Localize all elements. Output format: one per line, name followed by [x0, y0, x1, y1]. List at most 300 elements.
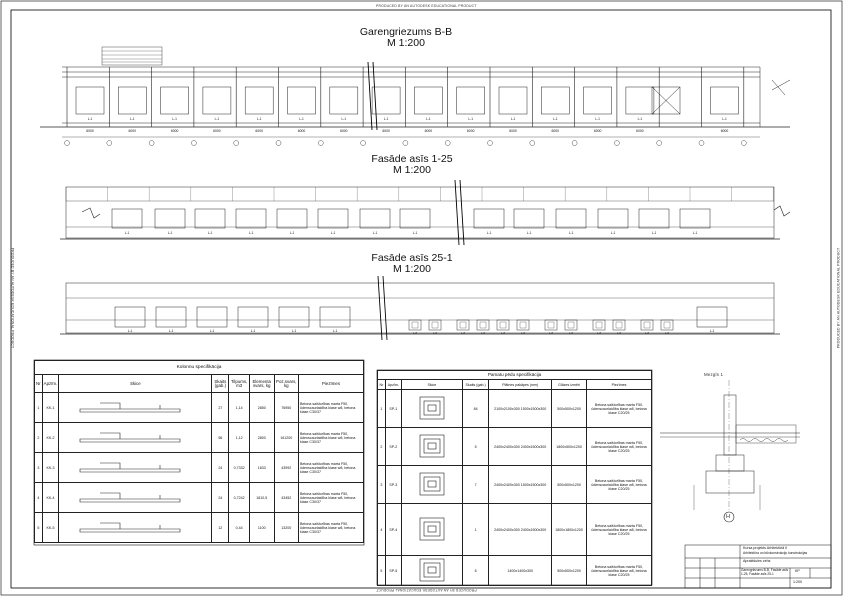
table-cell: 1833	[249, 453, 274, 483]
bb-window	[245, 87, 273, 114]
bb-dimension: 6000	[86, 129, 94, 133]
facade2-door	[545, 320, 557, 330]
facade2-window-label: L-1	[209, 329, 215, 333]
foundation-table-heading: Glāzes izmēri	[552, 380, 587, 390]
bb-dimension: 6000	[297, 129, 306, 133]
facade2-door-label: L-0	[480, 331, 486, 335]
facade1-window	[360, 209, 390, 228]
facade1-window-label: L-1	[372, 231, 378, 235]
column-table-heading: Elementa svars, kg	[249, 375, 274, 393]
table-cell: Betona saišturības marta F50, ūdenscaurlaidība klase w8, betona klase C30/37	[299, 423, 364, 453]
table-cell: Betona saišturības marta F50, ūdenscaurlaidība klase w8, betona klase C30/37	[299, 393, 364, 423]
bb-window	[76, 87, 104, 114]
table-cell: 2	[35, 423, 43, 453]
facade1-window-label: L-1	[124, 231, 130, 235]
foundation-sketch-step	[420, 473, 444, 495]
bb-window	[626, 87, 654, 114]
foundation-table-heading: Nr	[378, 380, 386, 390]
facade2-door-glass	[596, 322, 602, 328]
title-block-line3: Apraktšules cehs	[743, 559, 771, 563]
foundation-sketch-step	[420, 559, 444, 581]
facade2-door-glass	[616, 322, 622, 328]
facade2-door-label: L-0	[616, 331, 622, 335]
legend-note-box	[102, 47, 162, 65]
column-table-heading: Skice	[59, 375, 212, 393]
facade1-window-label: L-1	[289, 231, 295, 235]
foundation-sketch-step	[420, 435, 444, 457]
bb-window-label: L-1	[256, 117, 262, 121]
table-cell: 76950	[274, 393, 298, 423]
facade1-window	[680, 209, 710, 228]
table-cell: 24	[212, 483, 229, 513]
bb-window	[499, 87, 527, 114]
bb-dimension: 6000	[636, 129, 644, 133]
facade1-window-label: L-1	[248, 231, 254, 235]
facade-25-1-name: Fasāde asīs 25-1	[371, 252, 453, 264]
facade2-door	[661, 320, 673, 330]
bb-window-label: L-1	[722, 117, 727, 121]
column-table-body	[35, 393, 364, 543]
table-row	[378, 428, 652, 466]
table-cell: 84	[462, 390, 488, 428]
foundation-table-heading: Skice	[401, 380, 462, 390]
table-cell: Betona saišturības marta F50, ūdenscaurlaidība klase w8, betona klase C20/25	[587, 390, 652, 428]
facade2-door-glass	[460, 322, 466, 328]
foundation-table-body	[378, 390, 652, 586]
table-cell: 6	[462, 556, 488, 586]
foundation-sketch-step	[428, 567, 436, 573]
column-sketch	[70, 427, 200, 447]
bb-window	[161, 87, 189, 114]
table-cell: 1800x500x1200	[552, 428, 587, 466]
facade2-door-label: L-0	[460, 331, 466, 335]
facade-25-1-scale: M 1:200	[393, 263, 431, 275]
title-block-scale: 1:200	[793, 580, 802, 584]
column-sketch-outline	[80, 403, 180, 412]
foundation-sketch-step	[420, 518, 444, 540]
column-table-header	[35, 375, 364, 393]
title-block-stage: KP	[795, 569, 800, 573]
table-cell: 1100	[249, 513, 274, 543]
bb-axis-marker	[488, 141, 493, 146]
facade2-window-label: L-1	[127, 329, 133, 333]
bb-axis-marker	[234, 141, 239, 146]
table-cell: 3	[35, 453, 43, 483]
facade2-door-glass	[412, 322, 418, 328]
foundation-sketch	[418, 557, 446, 583]
table-row	[35, 423, 364, 453]
facade2-door-glass	[432, 322, 438, 328]
column-table-heading: Apzīm.	[42, 375, 59, 393]
bb-dimension: 6000	[213, 129, 221, 133]
bb-axis-marker	[403, 141, 408, 146]
table-cell: 43992	[274, 453, 298, 483]
table-cell: 1,14	[229, 393, 250, 423]
bb-axis-marker	[361, 141, 366, 146]
table-cell: 1810,5	[249, 483, 274, 513]
facade-1-25-title	[332, 154, 492, 176]
table-cell: 1	[462, 504, 488, 556]
table-cell: 500x500x1200	[552, 466, 587, 504]
bb-window	[711, 87, 739, 114]
facade2-door-label: L-0	[644, 331, 650, 335]
bb-dimension: 6000	[720, 129, 729, 133]
facade2-window	[115, 307, 145, 327]
bb-dimension: 6000	[128, 129, 137, 133]
facade2-door	[409, 320, 421, 330]
facade2-door-label: L-0	[520, 331, 526, 335]
detail-axis-label: H	[726, 514, 731, 520]
column-sketch-cell	[59, 513, 212, 543]
bb-dimension: 6000	[382, 129, 390, 133]
facade2-window-label: L-1	[250, 329, 256, 333]
table-cell: KK-5	[42, 513, 59, 543]
table-cell: 43452	[274, 483, 298, 513]
facade1-window-label: L-1	[526, 231, 532, 235]
facade1-window	[514, 209, 544, 228]
bb-axis-marker	[572, 141, 577, 146]
table-row	[35, 513, 364, 543]
facade1-window-label: L-1	[330, 231, 336, 235]
bb-dimension: 6000	[466, 129, 475, 133]
bb-axis-marker	[276, 141, 281, 146]
stamp-bottom: PRODUCED BY AN AUTODESK EDUCATIONAL PRODUCT	[376, 588, 477, 592]
foundation-sketch-step	[428, 481, 436, 487]
table-cell: 1	[378, 390, 386, 428]
bb-window-label: L-1	[172, 117, 177, 121]
bb-window	[330, 87, 358, 114]
table-row	[35, 453, 364, 483]
table-cell: 500x500x1200	[552, 390, 587, 428]
title-block-sheet-desc: Garengriezums B-B, Fasāde asīs 1-25, Fasāde asīs 25-1	[741, 568, 789, 576]
table-cell: 5	[378, 556, 386, 586]
facade2-door-glass	[480, 322, 486, 328]
column-sketch-outline	[80, 463, 180, 472]
table-cell: 27	[212, 393, 229, 423]
table-cell: SP-4	[385, 504, 401, 556]
foundation-sketch-cell	[401, 428, 462, 466]
foundation-sketch	[418, 395, 446, 421]
bb-axis-marker	[741, 141, 746, 146]
facade1-window-label: L-1	[651, 231, 657, 235]
facade1-window-label: L-1	[692, 231, 698, 235]
stamp-top: PRODUCED BY AN AUTODESK EDUCATIONAL PRODUCT	[376, 4, 477, 8]
bb-window-label: L-1	[595, 117, 600, 121]
bb-window-label: L-1	[510, 117, 516, 121]
foundation-sketch-step	[424, 563, 440, 577]
bb-window-label: L-1	[341, 117, 347, 121]
foundation-sketch-step	[424, 401, 440, 415]
table-cell: Betona saišturības marta F50, ūdenscaurlaidība klase w8, betona klase C30/37	[299, 483, 364, 513]
foundation-sketch-step	[420, 397, 444, 419]
table-cell: SP-3	[385, 466, 401, 504]
foundation-sketch-step	[428, 526, 436, 532]
facade2-door	[593, 320, 605, 330]
table-cell: 0,44	[229, 513, 250, 543]
facade2-door	[497, 320, 509, 330]
facade2-window	[197, 307, 227, 327]
foundation-sketch	[418, 433, 446, 459]
bb-axis-marker	[318, 141, 323, 146]
table-cell: 4	[35, 483, 43, 513]
table-cell: 161200	[274, 423, 298, 453]
bb-window-label: L-1	[637, 117, 643, 121]
bb-axis-marker	[445, 141, 450, 146]
facade1-window-label: L-1	[568, 231, 574, 235]
foundation-sketch-step	[424, 477, 440, 491]
table-cell: 1	[35, 393, 43, 423]
table-cell: 2	[378, 428, 386, 466]
title-block	[685, 545, 831, 588]
table-cell: 2400x2400x300 2400x1500x300	[489, 428, 552, 466]
table-row	[35, 483, 364, 513]
column-sketch	[70, 517, 200, 537]
table-cell: 2400x2400x300 2400x1500x300	[489, 504, 552, 556]
table-cell: 1400x1400x300	[489, 556, 552, 586]
title-block-line2: Arhitektūra un būvkonstrukciju konstrukcijas	[743, 551, 808, 555]
table-cell: SP-5	[385, 556, 401, 586]
foundation-sketch-cell	[401, 504, 462, 556]
table-cell: 0,7332	[229, 453, 250, 483]
column-sketch	[70, 457, 200, 477]
table-cell: 2400x2400x300 1500x1500x300	[489, 466, 552, 504]
table-cell: Betona saišturības marta F50, ūdenscaurlaidība klase w8, betona klase C20/25	[587, 428, 652, 466]
section-bb-name: Garengriezums B-B	[359, 26, 453, 38]
table-cell: 4	[378, 504, 386, 556]
column-spec-table	[34, 360, 364, 543]
foundation-table-title: Pamatu pēdu specifikācija	[378, 371, 652, 380]
section-bb-title	[326, 27, 486, 49]
bb-axis-marker	[657, 141, 662, 146]
facade1-window	[155, 209, 185, 228]
facade1-window	[236, 209, 266, 228]
foundation-sketch-cell	[401, 466, 462, 504]
facade2-window-label: L-1	[332, 329, 338, 333]
facade2-door	[641, 320, 653, 330]
column-sketch-cell	[59, 453, 212, 483]
facade2-door-label: L-0	[596, 331, 602, 335]
facade1-window	[318, 209, 348, 228]
section-bb	[40, 47, 790, 137]
table-cell: Betona saišturības marta F50, ūdenscaurlaidība klase w8, betona klase C20/25	[587, 504, 652, 556]
table-cell: 1,12	[229, 423, 250, 453]
bb-window-label: L-1	[383, 117, 389, 121]
facade2-door-label: L-0	[548, 331, 554, 335]
table-cell: 7	[462, 466, 488, 504]
foundation-table-heading: Skaits (gab.)	[462, 380, 488, 390]
table-cell: Betona saišturības marta F50, ūdenscaurlaidība klase w8, betona klase C20/25	[587, 556, 652, 586]
table-cell: 500x500x1200	[552, 556, 587, 586]
bb-axis-marker	[107, 141, 112, 146]
facade1-window	[556, 209, 586, 228]
facade1-window	[277, 209, 307, 228]
bb-axis-marker	[530, 141, 535, 146]
facade2-window-label: L-1	[168, 329, 174, 333]
bb-window-label: L-1	[552, 117, 558, 121]
facade1-window	[598, 209, 628, 228]
table-cell: KK-2	[42, 423, 59, 453]
foundation-sketch-step	[424, 522, 440, 536]
facade2-door	[565, 320, 577, 330]
table-cell: KK-4	[42, 483, 59, 513]
column-table-heading: Piezīmes	[299, 375, 364, 393]
bb-window-label: L-1	[214, 117, 220, 121]
facade-25-1-title	[332, 253, 492, 275]
facade1-window	[195, 209, 225, 228]
column-sketch	[70, 397, 200, 417]
foundation-table-heading: Piezīmes	[587, 380, 652, 390]
bb-window	[457, 87, 485, 114]
facade2-door-label: L-0	[432, 331, 438, 335]
bb-dimension: 6000	[340, 129, 348, 133]
column-sketch-outline	[80, 433, 180, 442]
bb-window	[118, 87, 146, 114]
facade-1-25-name: Fasāde asīs 1-25	[371, 153, 453, 165]
column-table-heading: Poz.svars, kg	[274, 375, 298, 393]
bb-window	[584, 87, 612, 114]
detail-node-label: Mezgls 1	[704, 372, 724, 377]
facade1-window	[639, 209, 669, 228]
table-row	[378, 504, 652, 556]
foundation-sketch-step	[428, 443, 436, 449]
section-bb-scale: M 1:200	[387, 37, 425, 49]
bb-window	[203, 87, 231, 114]
facade2-door	[517, 320, 529, 330]
facade2-door-label: L-0	[664, 331, 670, 335]
table-cell: 13200	[274, 513, 298, 543]
table-cell: 0,7242	[229, 483, 250, 513]
stamp-left: PRODUCED BY AN AUTODESK EDUCATIONAL PRODUCT	[10, 247, 15, 349]
facade2-door-glass	[664, 322, 670, 328]
facade1-window-label: L-1	[610, 231, 616, 235]
column-sketch-cell	[59, 483, 212, 513]
column-sketch	[70, 487, 200, 507]
bb-axis-marker	[65, 141, 70, 146]
bb-window-label: L-1	[129, 117, 135, 121]
table-row	[378, 466, 652, 504]
bb-dimension: 6000	[424, 129, 433, 133]
foundation-sketch-step	[428, 405, 436, 411]
bb-window	[541, 87, 569, 114]
facade2-door	[457, 320, 469, 330]
facade2-window	[238, 307, 268, 327]
foundation-sketch	[418, 516, 446, 542]
table-row	[35, 393, 364, 423]
bb-axis-marker	[614, 141, 619, 146]
foundation-sketch	[418, 471, 446, 497]
facade2-window-label: L-1	[709, 329, 715, 333]
facade1-window-label: L-1	[412, 231, 418, 235]
table-cell: 56	[212, 423, 229, 453]
facade2-window-label: L-1	[291, 329, 297, 333]
column-table-heading: Skaits (gab.)	[212, 375, 229, 393]
table-row	[378, 556, 652, 586]
bb-dimension: 6000	[170, 129, 179, 133]
bb-axis-marker	[699, 141, 704, 146]
table-row	[378, 390, 652, 428]
facade2-door-glass	[568, 322, 574, 328]
table-cell: 24	[212, 453, 229, 483]
facade1-window	[400, 209, 430, 228]
facade1-window	[112, 209, 142, 228]
table-cell: 2100x2100x300 1500x1500x300	[489, 390, 552, 428]
facade2-door	[477, 320, 489, 330]
table-cell: 12	[212, 513, 229, 543]
column-sketch-outline	[80, 523, 180, 532]
bb-dimension: 6000	[593, 129, 602, 133]
facade2-window	[156, 307, 186, 327]
table-cell: 5	[35, 513, 43, 543]
table-cell: Betona saišturības marta F50, ūdenscaurlaidība klase w8, betona klase C30/37	[299, 513, 364, 543]
foundation-table-heading: Plātnes pakāpes (mm)	[489, 380, 552, 390]
bb-window-label: L-1	[299, 117, 304, 121]
table-cell: 2850	[249, 393, 274, 423]
table-cell: 5	[462, 428, 488, 466]
facade2-window	[279, 307, 309, 327]
facade2-door-label: L-0	[500, 331, 506, 335]
facade1-window-label: L-1	[207, 231, 213, 235]
bb-axis-marker	[149, 141, 154, 146]
facade2-door-glass	[644, 322, 650, 328]
table-cell: SP-2	[385, 428, 401, 466]
column-sketch-outline	[80, 493, 180, 502]
facade1-window	[474, 209, 504, 228]
facade2-window	[320, 307, 350, 327]
facade2-door-glass	[500, 322, 506, 328]
facade-1-25-scale: M 1:200	[393, 164, 431, 176]
bb-dimension: 6000	[255, 129, 263, 133]
bb-window	[414, 87, 442, 114]
column-sketch-cell	[59, 423, 212, 453]
foundation-spec-table	[377, 370, 652, 586]
column-table-heading: Nr	[35, 375, 43, 393]
bb-window-label: L-1	[87, 117, 93, 121]
facade2-door	[429, 320, 441, 330]
foundation-sketch-cell	[401, 556, 462, 586]
bb-axis-marker	[191, 141, 196, 146]
table-cell: Betona saišturības marta F50, ūdenscaurlaidība klase w8, betona klase C20/25	[587, 466, 652, 504]
stamp-right: PRODUCED BY AN AUTODESK EDUCATIONAL PRODUCT	[836, 247, 841, 349]
column-table-title: Kolonnu specifikācija	[35, 361, 364, 375]
facade1-window-label: L-1	[486, 231, 492, 235]
table-cell: 3	[378, 466, 386, 504]
bb-window	[372, 87, 400, 114]
facade2-door-glass	[520, 322, 526, 328]
facade2-door-glass	[548, 322, 554, 328]
table-cell: Betona saišturības marta F50, ūdenscaurlaidība klase w8, betona klase C30/37	[299, 453, 364, 483]
table-cell: KK-3	[42, 453, 59, 483]
bb-window-label: L-1	[426, 117, 431, 121]
bb-dimension: 6000	[551, 129, 560, 133]
facade-1-25	[60, 180, 790, 245]
column-sketch-cell	[59, 393, 212, 423]
foundation-table-header	[378, 380, 652, 390]
foundation-table-heading: Apzīm.	[385, 380, 401, 390]
foundation-sketch-step	[424, 439, 440, 453]
table-cell: SP-1	[385, 390, 401, 428]
facade2-window	[697, 307, 727, 327]
table-cell: KK-1	[42, 393, 59, 423]
wall-section-detail	[660, 380, 800, 522]
facade2-door	[613, 320, 625, 330]
facade2-door-label: L-0	[412, 331, 418, 335]
facade1-window-label: L-1	[167, 231, 173, 235]
title-block-line1: Kursa projekts Arhitektūrā II	[743, 546, 788, 550]
column-table-heading: Tilpums, m3	[229, 375, 250, 393]
foundation-sketch-cell	[401, 390, 462, 428]
table-cell: 2800	[249, 423, 274, 453]
bb-window-label: L-1	[468, 117, 474, 121]
